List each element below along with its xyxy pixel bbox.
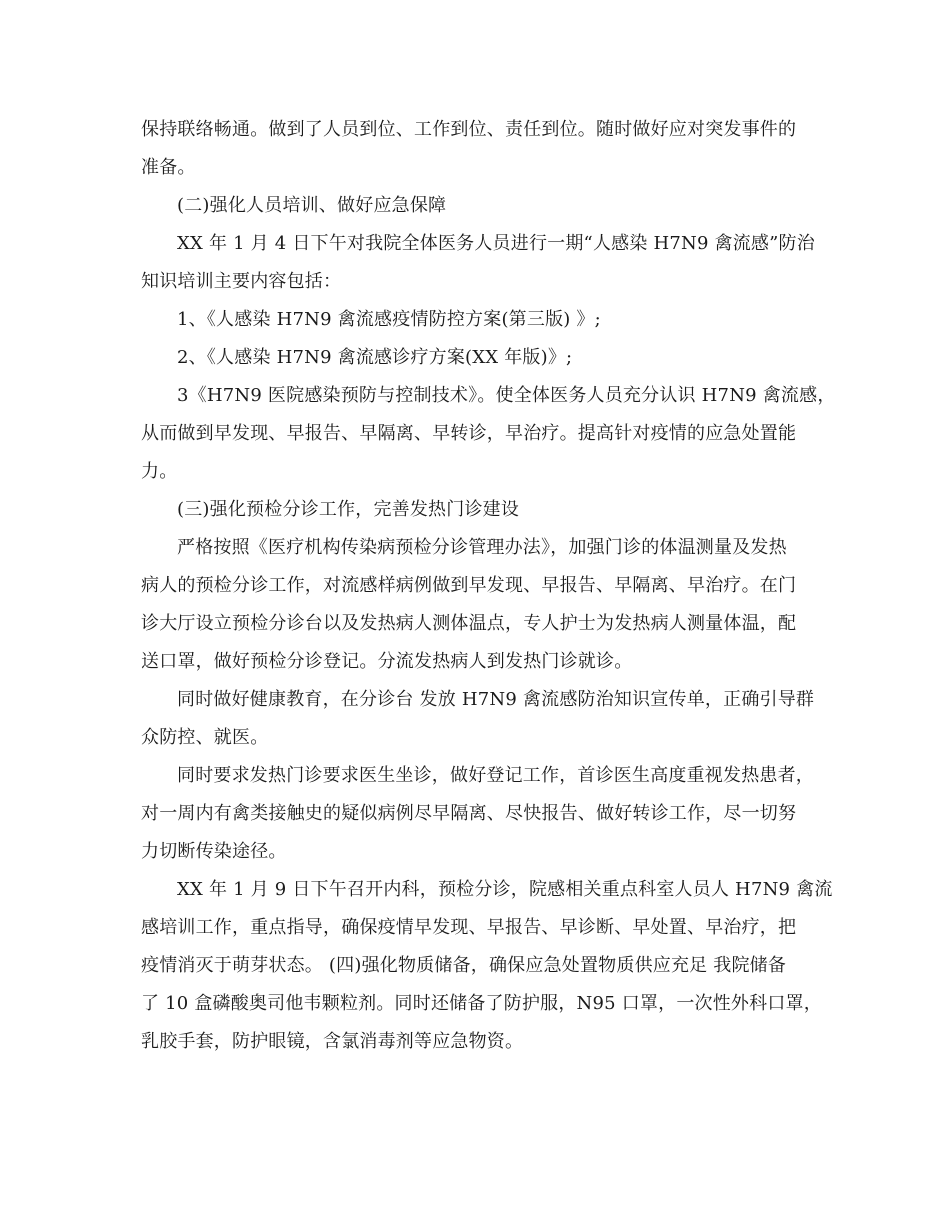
paragraph-line: 了 10 盒磷酸奥司他韦颗粒剂。同时还储备了防护服，N95 口罩，一次性外科口罩， <box>141 993 822 1014</box>
paragraph-line: 感培训工作，重点指导，确保疫情早发现、早报告、早诊断、早处置、早治疗，把 <box>141 917 797 938</box>
paragraph-line: 同时要求发热门诊要求医生坐诊，做好登记工作，首诊医生高度重视发热患者， <box>177 765 814 786</box>
list-item: 3《H7N9 医院感染预防与控制技术》。使全体医务人员充分认识 H7N9 禽流感， <box>177 385 836 406</box>
paragraph-line: 众防控、就医。 <box>141 727 269 748</box>
paragraph-line: XX 年 1 月 4 日下午对我院全体医务人员进行一期“人感染 H7N9 禽流感”防治 <box>177 233 815 254</box>
list-item: 2、《人感染 H7N9 禽流感诊疗方案(XX 年版)》; <box>177 347 573 368</box>
paragraph-line: 诊大厅设立预检分诊台以及发热病人测体温点，专人护士为发热病人测量体温，配 <box>141 613 797 634</box>
paragraph-line: XX 年 1 月 9 日下午召开内科，预检分诊，院感相关重点科室人员人 H7N9 禽流 <box>177 879 833 900</box>
paragraph-line: 保持联络畅通。做到了人员到位、工作到位、责任到位。随时做好应对突发事件的 <box>141 119 797 140</box>
paragraph-line: 力。 <box>141 461 178 482</box>
paragraph-line: 知识培训主要内容包括： <box>141 271 342 292</box>
list-item: 1、《人感染 H7N9 禽流感疫情防控方案(第三版) 》; <box>177 309 601 330</box>
paragraph-line: 乳胶手套，防护眼镜，含氯消毒剂等应急物资。 <box>141 1031 524 1052</box>
section-heading: (三)强化预检分诊工作，完善发热门诊建设 <box>177 499 520 520</box>
paragraph-line: 准备。 <box>141 157 196 178</box>
paragraph-line: 从而做到早发现、早报告、早隔离、早转诊，早治疗。提高针对疫情的应急处置能 <box>141 423 797 444</box>
paragraph-line: 严格按照《医疗机构传染病预检分诊管理办法》，加强门诊的体温测量及发热 <box>177 537 787 558</box>
paragraph-line: 疫情消灭于萌芽状态。 (四)强化物质储备，确保应急处置物质供应充足 我院储备 <box>141 955 787 976</box>
section-heading: (二)强化人员培训、做好应急保障 <box>177 195 447 216</box>
paragraph-line: 病人的预检分诊工作，对流感样病例做到早发现、早报告、早隔离、早治疗。在门 <box>141 575 797 596</box>
paragraph-line: 送口罩，做好预检分诊登记。分流发热病人到发热门诊就诊。 <box>141 651 633 672</box>
paragraph-line: 对一周内有禽类接触史的疑似病例尽早隔离、尽快报告、做好转诊工作，尽一切努 <box>141 803 797 824</box>
paragraph-line: 力切断传染途径。 <box>141 841 287 862</box>
paragraph-line: 同时做好健康教育，在分诊台 发放 H7N9 禽流感防治知识宣传单，正确引导群 <box>177 689 815 710</box>
